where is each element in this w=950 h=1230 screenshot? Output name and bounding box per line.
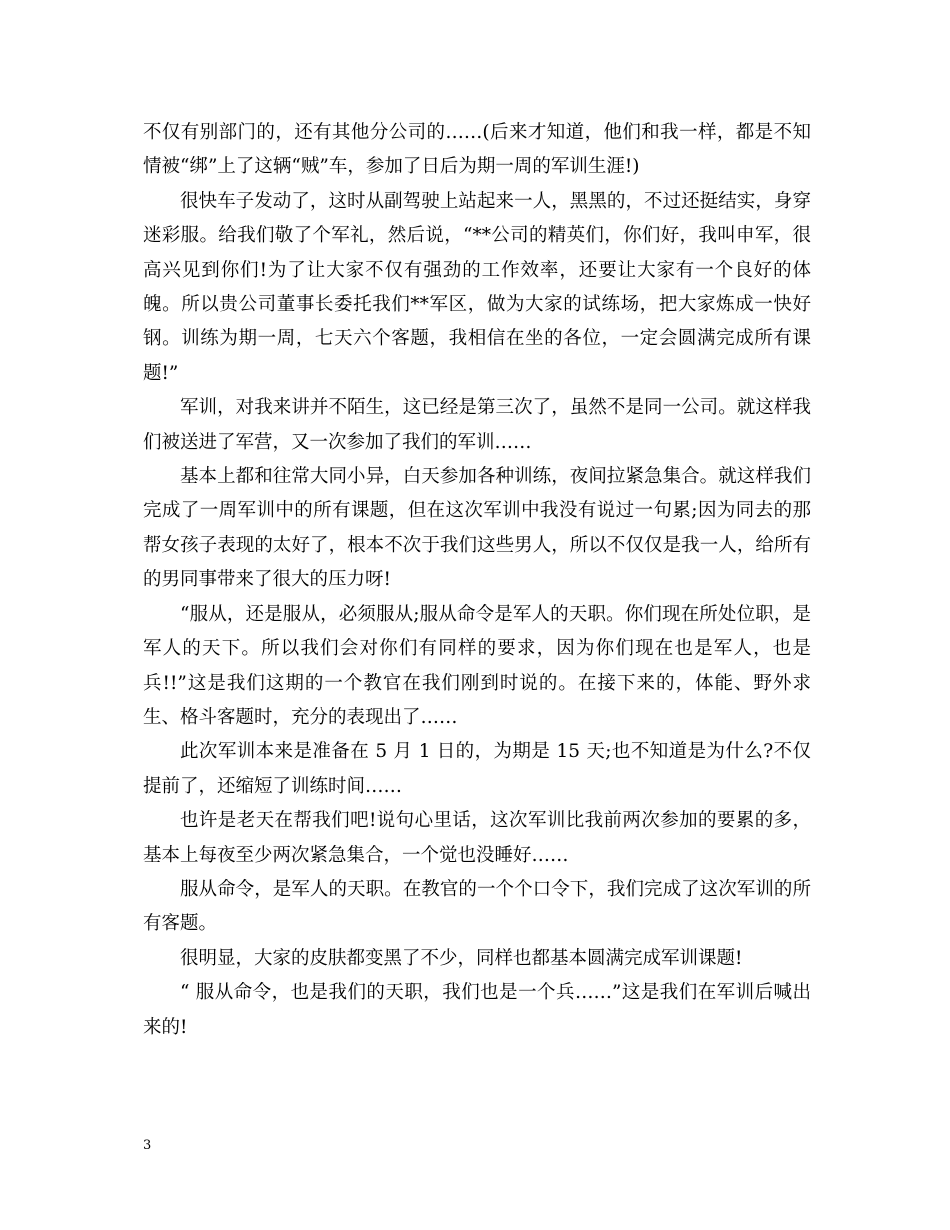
paragraph: 军训，对我来讲并不陌生，这已经是第三次了，虽然不是同一公司。就这样我们被送进了军营，又一次参加了我们的军训…… — [143, 397, 811, 453]
paragraph: 很明显，大家的皮肤都变黑了不少，同样也都基本圆满完成军训课题! — [180, 947, 743, 969]
paragraph: 此次军训本来是准备在 5 月 1 日的，为期是 15 天;也不知道是为什么?不仅提前了，还缩短了训练时间…… — [143, 741, 811, 797]
paragraph: 服从命令，是军人的天职。在教官的一个个口令下，我们完成了这次军训的所有客题。 — [143, 878, 811, 935]
paragraph: 不仅有别部门的，还有其他分公司的……(后来才知道，他们和我一样，都是不知情被“绑”上了这辆“贼”车，参加了日后为期一周的军训生涯!) — [143, 122, 811, 178]
paragraph: 基本上都和往常大同小异，白天参加各种训练，夜间拉紧急集合。就这样我们完成了一周军训中的所有课题，但在这次军训中我没有说过一句累;因为同去的那帮女孩子表现的太好了，根本不次于我们这些男人，所以不仅仅是我一人，给所有的男同事带来了很大的压力呀! — [143, 466, 811, 591]
page-number: 3 — [143, 1138, 152, 1153]
paragraph: “ 服从命令，也是我们的天职，我们也是一个兵……”这是我们在军训后喊出来的! — [143, 982, 811, 1038]
paragraph: 也许是老天在帮我们吧!说句心里话，这次军训比我前两次参加的要累的多，基本上每夜至少两次紧急集合，一个觉也没睡好…… — [143, 810, 811, 866]
paragraph: “服从，还是服从，必须服从;服从命令是军人的天职。你们现在所处位职，是军人的天下。所以我们会对你们有同样的要求，因为你们现在也是军人，也是兵!!”这是我们这期的一个教官在我们刚到时说的。在接下来的，体能、野外求生、格斗客题时，充分的表现出了…… — [143, 603, 811, 728]
paragraph: 很快车子发动了，这时从副驾驶上站起来一人，黑黑的，不过还挺结实，身穿迷彩服。给我们敬了个军礼，然后说，“**公司的精英们，你们好，我叫申军，很高兴见到你们!为了让大家不仅有强劲的工作效率，还要让大家有一个良好的体魄。所以贵公司董事长委托我们**军区，做为大家的试练场，把大家炼成一快好钢。训练为期一周，七天六个客题，我相信在坐的各位，一定会圆满完成所有课题!” — [143, 190, 811, 384]
body-text — [143, 116, 811, 1045]
